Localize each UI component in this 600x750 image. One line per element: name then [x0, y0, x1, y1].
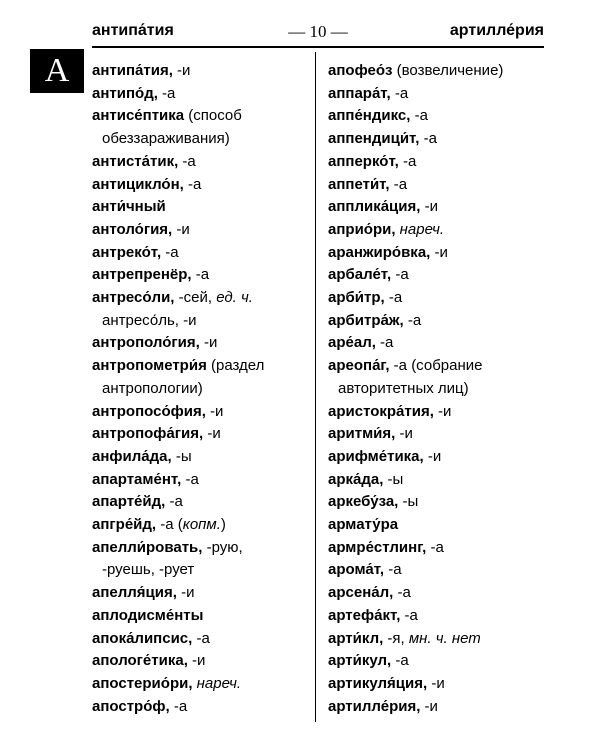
dictionary-entry [92, 582, 310, 605]
grammar-info: -а [400, 606, 418, 624]
headword: аппендици́т, [328, 130, 420, 148]
headword: арома́т, [328, 561, 385, 579]
dictionary-entry [92, 696, 310, 719]
grammar-info: -а [384, 561, 402, 579]
column-divider [315, 52, 316, 722]
dictionary-entry [328, 650, 546, 673]
dictionary-entry [328, 628, 546, 651]
grammar-info: -а [403, 311, 422, 329]
headword: аппара́т, [328, 84, 391, 102]
headword: апофео́з [328, 62, 393, 79]
dictionary-entry [328, 446, 546, 469]
dictionary-entry [92, 446, 310, 469]
grammar-info: -я, [383, 629, 409, 647]
grammar-info: -и [187, 652, 206, 670]
entry-continuation: обеззараживания) [102, 130, 230, 148]
grammar-info: -а (собрание [389, 357, 483, 375]
grammar-info: -и [433, 402, 452, 420]
dictionary-entry [328, 332, 546, 355]
dictionary-entry [328, 582, 546, 605]
dictionary-entry [328, 537, 546, 560]
headword: аплодисме́нты [92, 606, 204, 624]
grammar-info: -а ( [156, 516, 183, 534]
dictionary-entry [92, 219, 310, 242]
headword: армату́ра [328, 516, 399, 534]
grammar-info: -и [420, 198, 438, 216]
dictionary-entry [92, 287, 310, 332]
entry-continuation: антропологии) [102, 379, 203, 397]
grammar-info: (раздел [206, 357, 265, 375]
grammar-info: -а [390, 84, 409, 102]
headword: аппе́ндикс, [328, 107, 411, 125]
dictionary-entry [328, 401, 546, 424]
headword: антиста́тик, [92, 152, 179, 170]
grammar-info: -а [191, 266, 210, 284]
grammar-info: -а [165, 493, 183, 511]
dictionary-entry [92, 264, 310, 287]
dictionary-entry [92, 332, 310, 355]
dictionary-entry [328, 469, 546, 492]
headword: аркебу́за, [328, 493, 399, 511]
headword: апарте́йд, [92, 493, 166, 511]
grammar-info: -а [398, 152, 417, 170]
grammar-info: -а [169, 697, 188, 715]
dictionary-entry [328, 151, 546, 174]
headword: апелли́ровать, [92, 538, 203, 556]
headword: аппети́т, [328, 175, 390, 193]
headword: антрепренёр, [92, 266, 192, 284]
dictionary-entry [92, 242, 310, 265]
entry-continuation: антресо́ль, -и [102, 311, 197, 329]
grammar-info: -рую, [202, 538, 243, 556]
dictionary-entry [92, 60, 310, 83]
dictionary-entry [328, 264, 546, 287]
grammar-info: -и [205, 402, 224, 420]
grammar-info: -и [172, 62, 191, 79]
headword: апартаме́нт, [92, 470, 182, 488]
dictionary-entry [328, 83, 546, 106]
dictionary-entry [328, 219, 546, 242]
grammar-info: -и [203, 425, 221, 443]
grammar-info: -а [384, 289, 403, 307]
dictionary-entry [92, 628, 310, 651]
headword: арсена́л, [328, 584, 394, 602]
grammar-info: (возвеличение) [392, 62, 504, 79]
dictionary-entry [92, 355, 310, 400]
headword: априо́ри, [328, 220, 396, 238]
headword: антоло́гия, [92, 220, 173, 238]
dictionary-entry [92, 650, 310, 673]
headword: апологе́тика, [92, 652, 188, 670]
grammar-tail: ) [220, 516, 226, 534]
dictionary-entry [92, 491, 310, 514]
headword: анти́чный [92, 198, 166, 216]
headword: апостро́ф, [92, 697, 170, 715]
headword: апплика́ция, [328, 198, 421, 216]
grammar-info: -а [183, 175, 202, 193]
usage-note: ед. ч. [216, 289, 253, 307]
dictionary-entry [92, 83, 310, 106]
grammar-info: -а [157, 84, 176, 102]
headword: апока́липсис, [92, 629, 193, 647]
grammar-info: -и [172, 220, 190, 238]
dictionary-entry [328, 174, 546, 197]
grammar-info: -а [393, 584, 411, 602]
headword: апперко́т, [328, 152, 399, 170]
grammar-info: -а [181, 470, 199, 488]
headword: артилле́рия, [328, 697, 421, 715]
header-first-word: антипа́тия [92, 22, 174, 39]
dictionary-entry [92, 401, 310, 424]
headword: антипо́д, [92, 84, 158, 102]
grammar-info: -и [395, 425, 413, 443]
dictionary-entry [92, 105, 310, 150]
headword: апгре́йд, [92, 516, 157, 534]
dictionary-entry [328, 196, 546, 219]
grammar-info: -и [420, 697, 438, 715]
headword: арифме́тика, [328, 447, 424, 465]
usage-note: нареч. [399, 220, 445, 238]
headword: арти́кл, [328, 629, 384, 647]
grammar-info: -а [419, 130, 437, 148]
dictionary-entry [328, 696, 546, 719]
dictionary-entry [92, 514, 310, 537]
grammar-info: -а [426, 538, 444, 556]
grammar-info: -а [192, 629, 210, 647]
usage-note: мн. ч. нет [408, 629, 481, 647]
headword: антресо́ли, [92, 289, 175, 307]
headword: артикуля́ция, [328, 674, 428, 692]
header-last-word: артилле́рия [449, 22, 544, 39]
grammar-info: -а [161, 243, 179, 261]
dictionary-entry [328, 673, 546, 696]
headword: антисе́птика [92, 107, 185, 125]
headword: анфила́да, [92, 447, 172, 465]
headword: арти́кул, [328, 652, 392, 670]
usage-note: нареч. [196, 674, 242, 692]
dictionary-entry [92, 469, 310, 492]
grammar-info: -а [410, 107, 428, 125]
dictionary-entry [92, 174, 310, 197]
headword: аритми́я, [328, 425, 396, 443]
left-column [92, 60, 310, 718]
page-number: — 10 — [288, 22, 348, 41]
headword: антропосо́фия, [92, 402, 206, 420]
headword: ареопа́г, [328, 357, 390, 375]
grammar-info: (способ [184, 107, 242, 125]
headword: аристокра́тия, [328, 402, 434, 420]
headword: аре́ал, [328, 334, 376, 352]
entry-continuation: авторитетных лиц) [338, 379, 469, 397]
dictionary-entry [92, 537, 310, 582]
headword: арбале́т, [328, 266, 392, 284]
right-column [328, 60, 546, 718]
usage-note: копм. [182, 516, 221, 534]
grammar-info: -и [176, 584, 195, 602]
headword: апостерио́ри, [92, 674, 193, 692]
headword: антропометри́я [92, 357, 207, 375]
dictionary-entry [92, 673, 310, 696]
grammar-info: -и [430, 243, 448, 261]
headword: антрополо́гия, [92, 334, 200, 352]
grammar-info: -а [389, 175, 408, 193]
grammar-info: -а [391, 266, 409, 284]
dictionary-entry [92, 196, 310, 219]
dictionary-entry [328, 559, 546, 582]
dictionary-entry [328, 105, 546, 128]
grammar-info: -и [199, 334, 218, 352]
headword: антипа́тия, [92, 62, 173, 79]
dictionary-entry [92, 151, 310, 174]
headword: антреко́т, [92, 243, 162, 261]
running-header [92, 22, 544, 46]
dictionary-entry [92, 423, 310, 446]
grammar-info: -а [391, 652, 409, 670]
header-rule [92, 46, 544, 48]
section-letter-tab: A [30, 49, 84, 93]
dictionary-entry [328, 605, 546, 628]
headword: аранжиро́вка, [328, 243, 431, 261]
grammar-info: -и [427, 674, 445, 692]
dictionary-entry [328, 310, 546, 333]
headword: артефа́кт, [328, 606, 401, 624]
grammar-info: -ы [383, 470, 404, 488]
grammar-info: -а [178, 152, 196, 170]
dictionary-entry [328, 514, 546, 537]
dictionary-entry [328, 355, 546, 400]
grammar-info: -и [423, 447, 442, 465]
headword: антропофа́гия, [92, 425, 204, 443]
headword: арка́да, [328, 470, 384, 488]
dictionary-entry [92, 605, 310, 628]
dictionary-entry [328, 128, 546, 151]
grammar-info: -а [375, 334, 394, 352]
dictionary-entry [328, 491, 546, 514]
grammar-info: -сей, [174, 289, 217, 307]
grammar-info: -ы [171, 447, 192, 465]
entry-continuation: -руешь, -рует [102, 561, 195, 579]
headword: арби́тр, [328, 289, 385, 307]
dictionary-entry [328, 423, 546, 446]
dictionary-entry [328, 242, 546, 265]
headword: антицикло́н, [92, 175, 184, 193]
headword: арбитра́ж, [328, 311, 404, 329]
grammar-info: -ы [398, 493, 419, 511]
headword: апелля́ция, [92, 584, 177, 602]
dictionary-entry [328, 60, 546, 83]
headword: армре́стлинг, [328, 538, 427, 556]
dictionary-entry [328, 287, 546, 310]
